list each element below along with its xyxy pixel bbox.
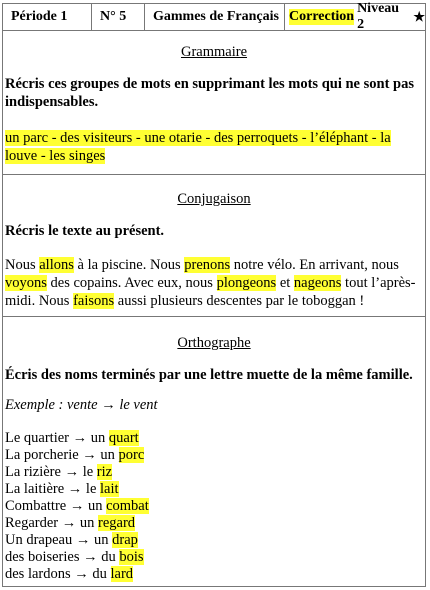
item-answer: bois	[119, 549, 144, 565]
item-prefix: Un drapeau → un	[5, 532, 113, 548]
star-icon: ★	[413, 9, 425, 24]
worksheet	[2, 3, 426, 587]
period-label: Période 1	[11, 9, 68, 24]
item-prefix: Regarder → un	[5, 515, 99, 531]
orthographe-item	[3, 515, 425, 532]
orthographe-list	[3, 430, 425, 583]
item-prefix: La rizière → le	[5, 464, 97, 480]
item-prefix: des lardons → du	[5, 566, 111, 582]
conjugaison-text	[3, 256, 425, 310]
item-answer: riz	[96, 464, 113, 480]
conjugaison-instruction: Récris le texte au présent.	[5, 223, 165, 239]
orthographe-instruction: Écris des noms terminés par une lettre muette de la même famille.	[5, 367, 413, 383]
verb-answer: nageons	[293, 275, 342, 291]
orthographe-section	[3, 335, 425, 583]
item-answer: quart	[108, 430, 139, 446]
orthographe-item	[3, 481, 425, 498]
conjugaison-section	[3, 191, 425, 310]
sheet-title: Gammes de Français	[153, 9, 279, 24]
grammaire-title: Grammaire	[180, 44, 248, 60]
conjugaison-title: Conjugaison	[177, 191, 251, 207]
grammaire-answer-block	[3, 129, 425, 165]
grammaire-section	[3, 44, 425, 165]
divider-2	[3, 316, 425, 317]
grammaire-answer: un parc - des visiteurs - une otarie - des perroquets - l’éléphant - la louve - les singes	[5, 130, 391, 164]
item-answer: regard	[98, 515, 136, 531]
title-cell	[145, 4, 285, 30]
orthographe-item	[3, 464, 425, 481]
orthographe-item	[3, 549, 425, 566]
text-segment: notre vélo. En arrivant, nous	[230, 257, 399, 273]
verb-answer: faisons	[73, 293, 115, 309]
orthographe-item	[3, 498, 425, 515]
header-row	[3, 1, 425, 32]
orthographe-item	[3, 566, 425, 583]
text-segment: et	[276, 275, 294, 291]
verb-answer: allons	[39, 257, 74, 273]
text-segment: Nous	[5, 257, 40, 273]
verb-answer: plongeons	[216, 275, 277, 291]
item-answer: combat	[106, 498, 149, 514]
number-cell	[92, 4, 145, 30]
item-answer: drap	[112, 532, 138, 548]
item-answer: lard	[110, 566, 134, 582]
verb-answer: prenons	[184, 257, 231, 273]
text-segment: des copains. Avec eux, nous	[46, 275, 217, 291]
level-cell	[285, 1, 425, 32]
level-label: Niveau 2	[357, 1, 400, 32]
orthographe-item	[3, 447, 425, 464]
text-segment: tout l’après-midi. Nous	[5, 275, 416, 309]
grammaire-instruction: Récris ces groupes de mots en supprimant les mots qui ne sont pas indispensables.	[5, 76, 414, 110]
item-prefix: La laitière → le	[5, 481, 101, 497]
item-prefix: La porcherie → un	[5, 447, 119, 463]
verb-answer: voyons	[5, 275, 47, 291]
item-answer: porc	[118, 447, 145, 463]
orthographe-example: Exemple : vente → le vent	[5, 397, 158, 413]
divider-1	[3, 174, 425, 175]
item-prefix: Le quartier → un	[5, 430, 109, 446]
orthographe-item	[3, 430, 425, 447]
text-segment: aussi plusieurs descentes par le toboggan !	[114, 293, 365, 309]
sheet-number: N° 5	[100, 9, 127, 24]
text-segment: à la piscine. Nous	[73, 257, 185, 273]
orthographe-item	[3, 532, 425, 549]
item-prefix: Combattre → un	[5, 498, 107, 514]
item-prefix: des boiseries → du	[5, 549, 120, 565]
item-answer: lait	[100, 481, 119, 497]
period-cell	[3, 4, 92, 30]
orthographe-title: Orthographe	[177, 335, 251, 351]
correction-label: Correction	[289, 9, 355, 24]
